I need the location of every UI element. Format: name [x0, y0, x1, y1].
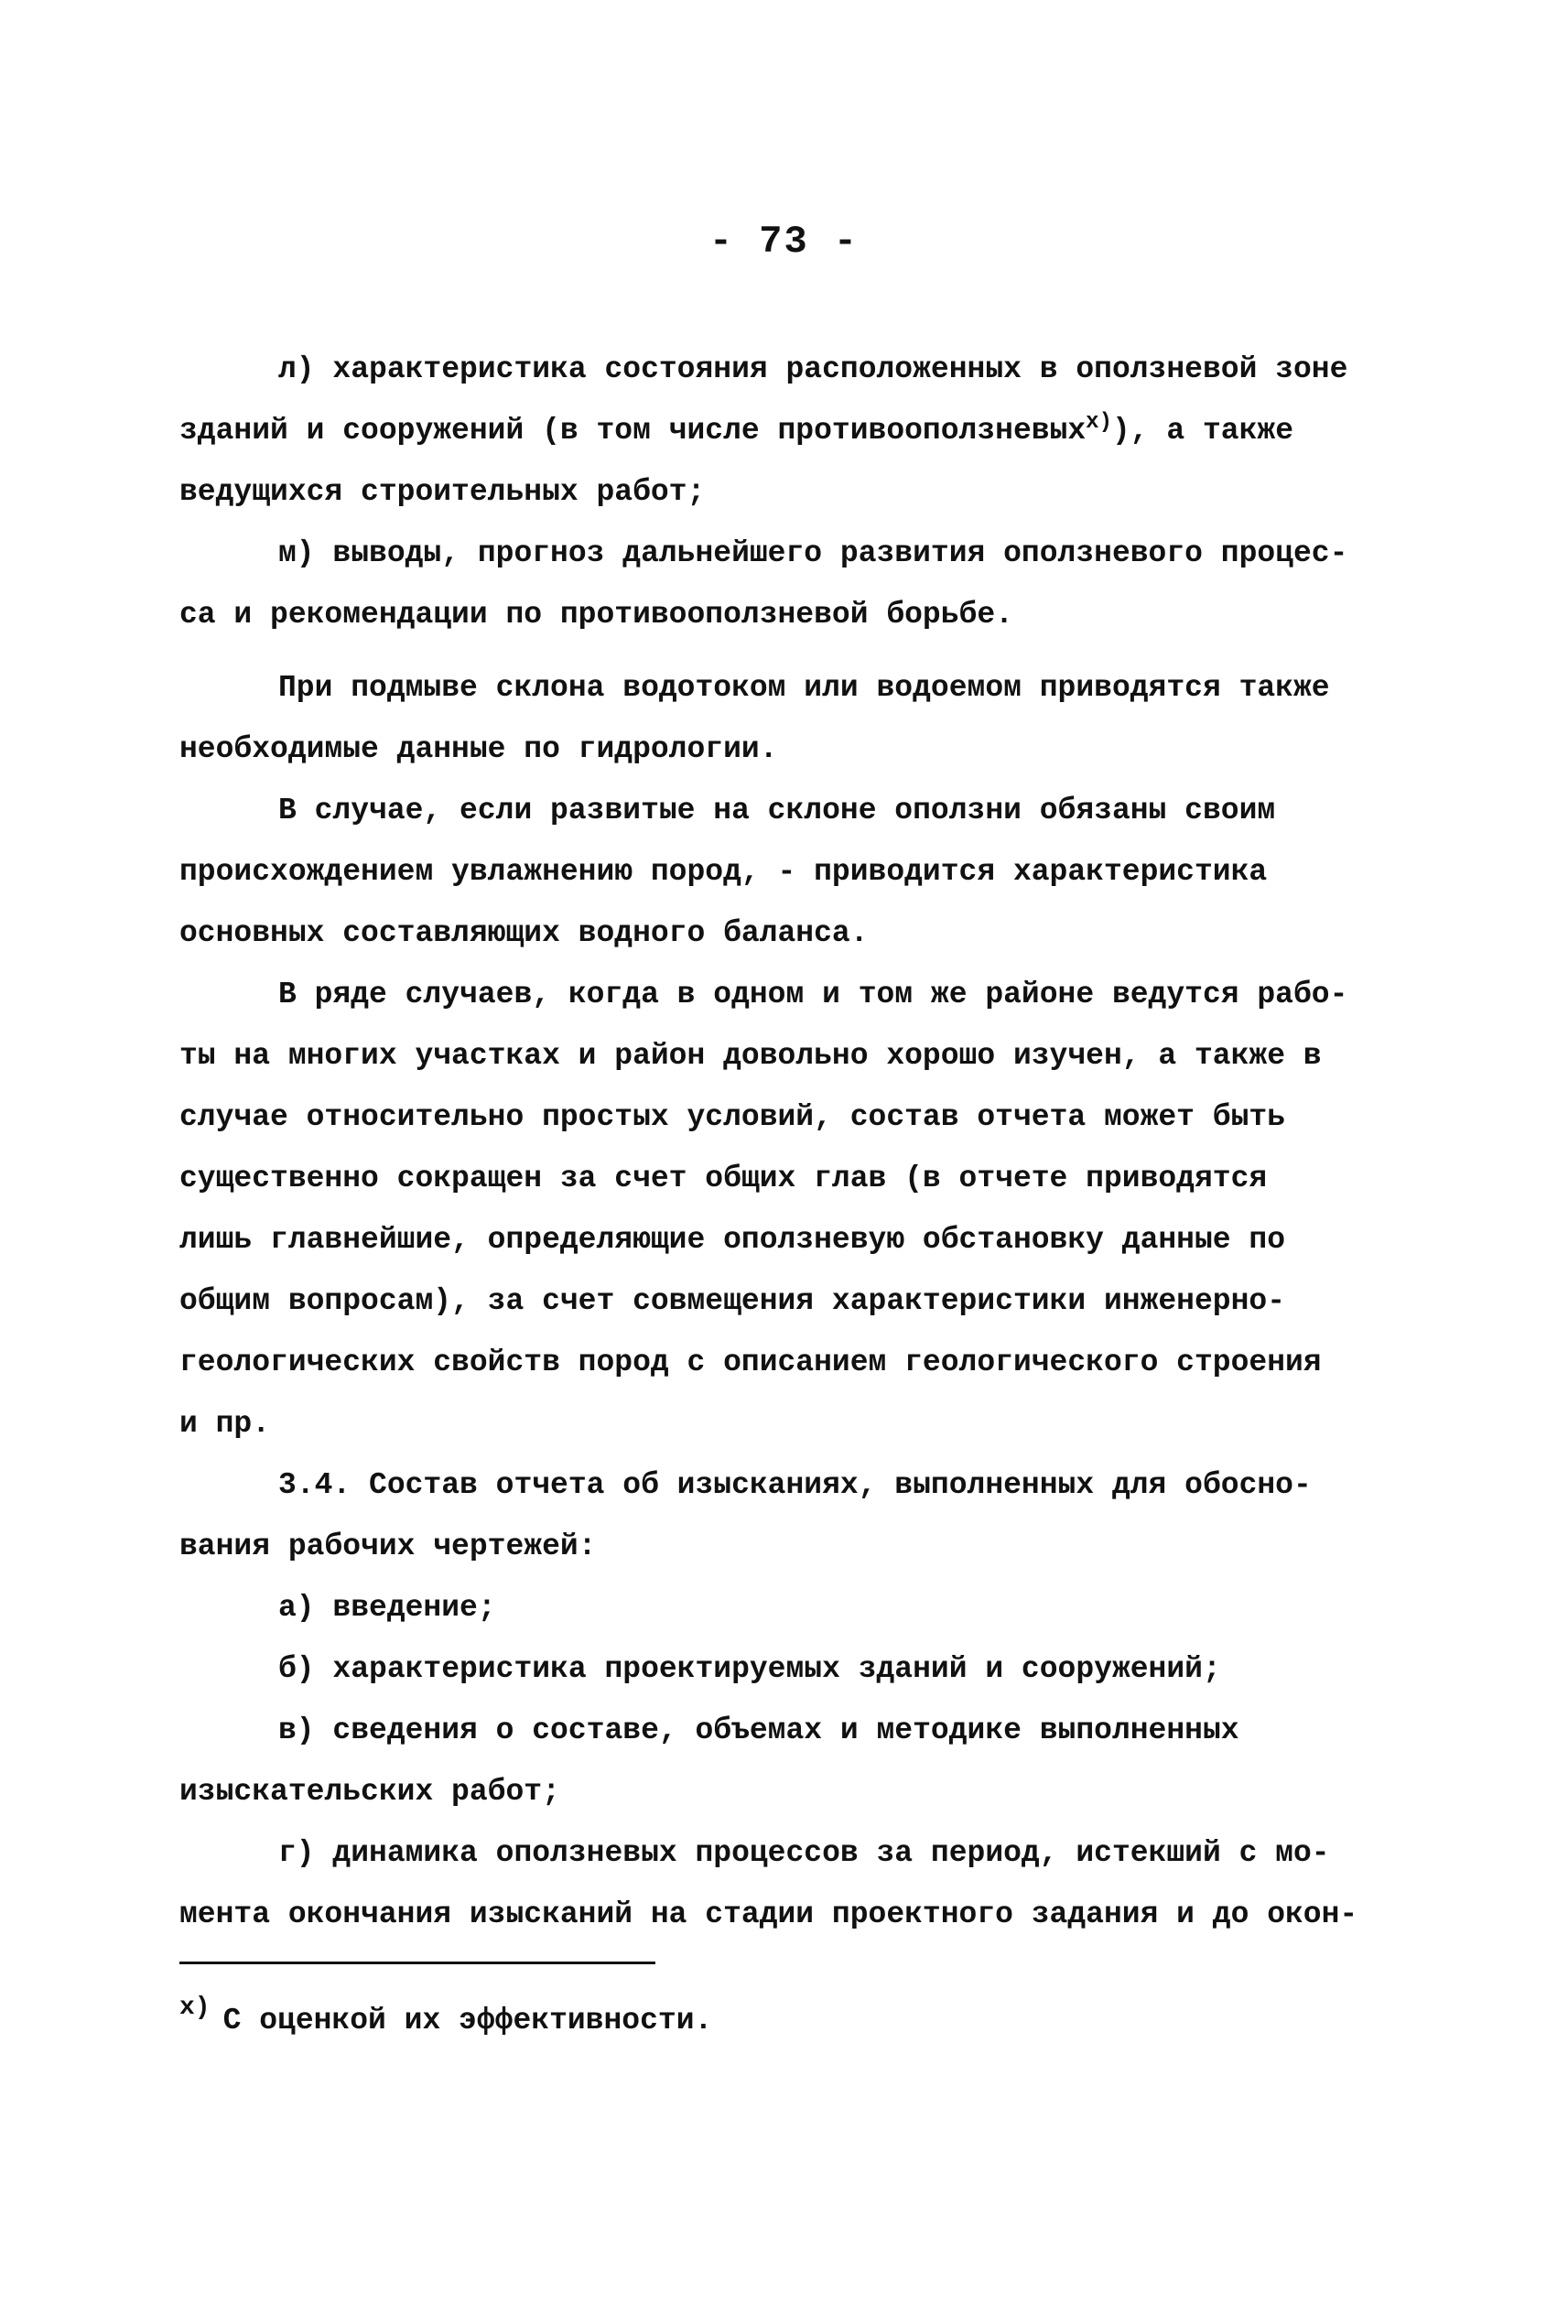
para-series-line-1: В ряде случаев, когда в одном и том же районе ведутся рабо-: [278, 978, 1348, 1011]
footnote-mark: х): [179, 1994, 211, 2022]
item-b: б) характеристика проектируемых зданий и сооружений;: [278, 1652, 1221, 1686]
item-g-line-2: мента окончания изысканий на стадии проектного задания и до окон-: [179, 1897, 1358, 1931]
para-water-line-3: основных составляющих водного баланса.: [179, 916, 869, 950]
section-3-4-line-2: вания рабочих чертежей:: [179, 1530, 597, 1563]
item-m-line-2: са и рекомендации по противооползневой борьбе.: [179, 598, 1013, 632]
item-l-line-3: ведущихся строительных работ;: [179, 475, 706, 509]
item-l-line-2: [179, 400, 1406, 461]
item-v-line-1: в) сведения о составе, объемах и методике выполненных: [278, 1713, 1239, 1747]
item-l-line-2-tail: ), а также: [1111, 414, 1294, 448]
item-l-line-2-text: зданий и сооружений (в том числе противооползневых: [179, 414, 1087, 448]
page-number: - 73 -: [708, 220, 860, 264]
para-series-line-5: лишь главнейшие, определяющие оползневую обстановку данные по: [179, 1223, 1285, 1257]
footnote-divider: [179, 1962, 655, 1964]
item-a: а) введение;: [278, 1591, 496, 1625]
footnote-reference: х): [1086, 410, 1112, 435]
item-l-line-1: л) характеристика состояния расположенных в оползневой зоне: [278, 352, 1348, 386]
para-series-line-6: общим вопросам), за счет совмещения характеристики инженерно-: [179, 1284, 1285, 1318]
para-series-line-8: и пр.: [179, 1407, 271, 1441]
para-water-line-1: В случае, если развитые на склоне оползни обязаны своим: [278, 794, 1276, 827]
para-water-line-2: происхождением увлажнению пород, - приводится характеристика: [179, 855, 1268, 889]
para-series-line-3: случае относительно простых условий, состав отчета может быть: [179, 1100, 1285, 1134]
footnote: [179, 1995, 712, 2048]
para-series-line-4: существенно сокращен за счет общих глав (в отчете приводятся: [179, 1162, 1268, 1195]
section-3-4-line-1: 3.4. Состав отчета об изысканиях, выполненных для обосно-: [278, 1468, 1312, 1502]
para-series-line-2: ты на многих участках и район довольно хорошо изучен, а также в: [179, 1039, 1322, 1073]
footnote-text: С оценкой их эффективности.: [222, 2004, 713, 2038]
item-g-line-1: г) динамика оползневых процессов за период, истекший с мо-: [278, 1836, 1330, 1870]
para-hydro-line-2: необходимые данные по гидрологии.: [179, 732, 778, 766]
para-series-line-7: геологических свойств пород с описанием геологического строения: [179, 1346, 1322, 1379]
item-v-line-2: изыскательских работ;: [179, 1775, 560, 1809]
item-m-line-1: м) выводы, прогноз дальнейшего развития оползневого процес-: [278, 536, 1348, 570]
body-text: [179, 339, 1406, 1945]
para-hydro-line-1: При подмыве склона водотоком или водоемом приводятся также: [278, 671, 1330, 705]
